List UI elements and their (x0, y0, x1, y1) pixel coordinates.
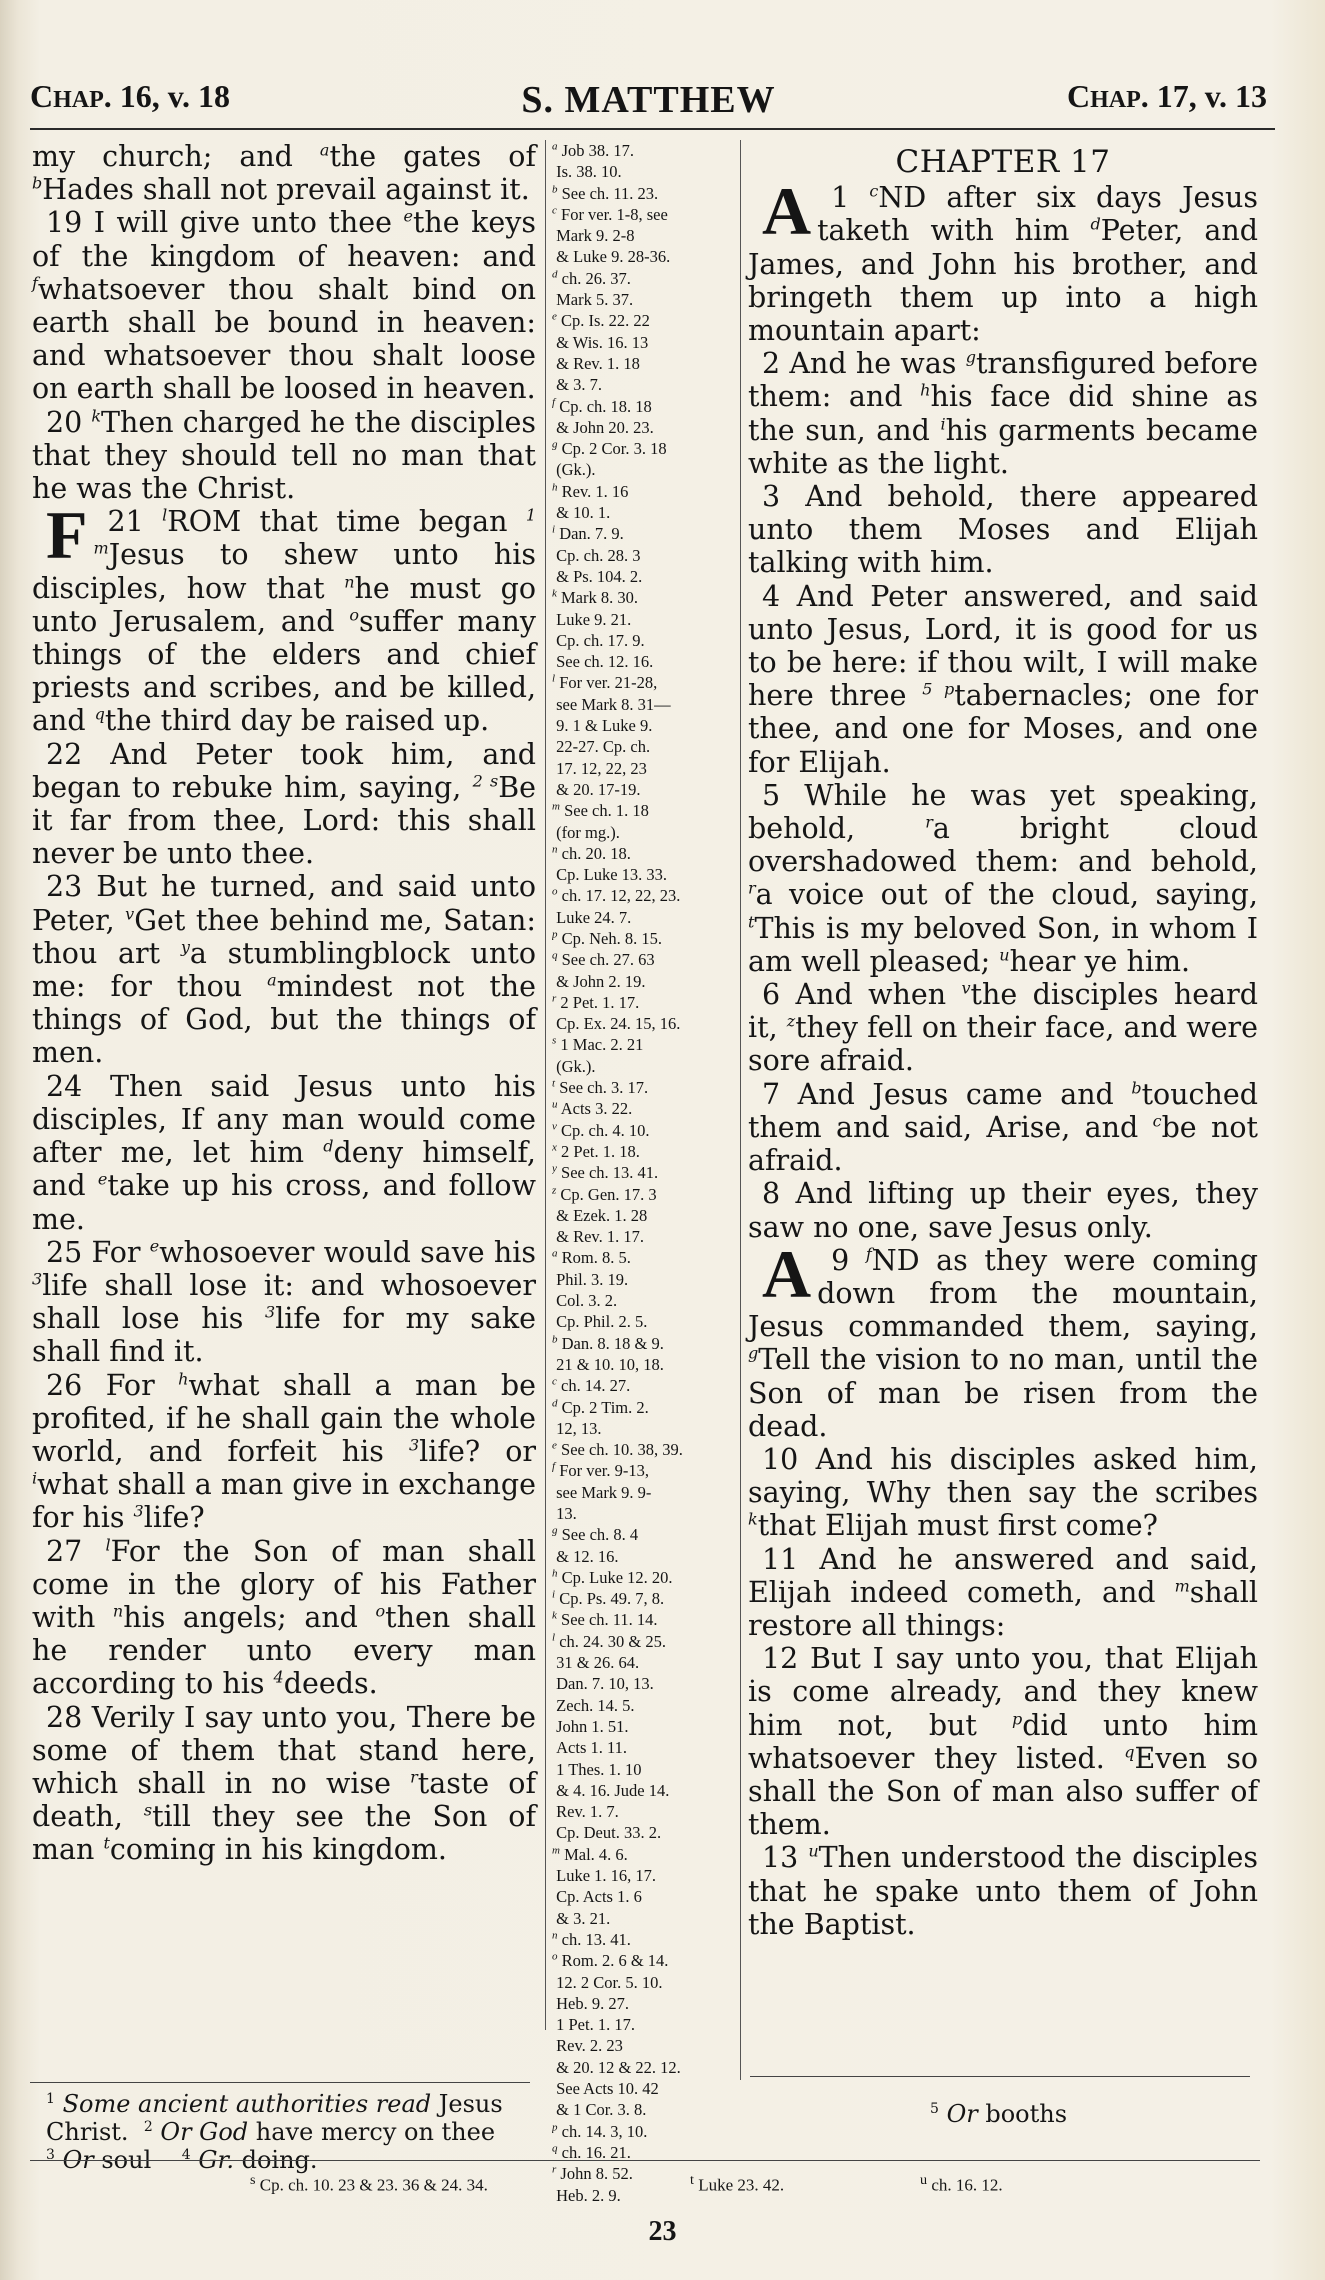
cross-ref-line: $^n$ ch. 20. 18. (552, 843, 631, 863)
cross-ref-line: & Rev. 1. 18 (552, 353, 640, 373)
cross-ref-line: see Mark 9. 9- (552, 1482, 652, 1502)
cross-ref-line: $^y$ See ch. 13. 41. (552, 1162, 659, 1183)
cross-ref-line: $^a$ Rom. 8. 5. (552, 1247, 631, 1268)
header-rule (30, 128, 1275, 130)
cross-ref-line: Cp. Phil. 2. 5. (552, 1312, 648, 1332)
cross-ref-line: See Acts 10. 42 (552, 2079, 659, 2099)
cross-ref-line: $^d$ ch. 26. 37. (552, 268, 631, 288)
cross-ref-line: Luke 1. 16, 17. (552, 1866, 657, 1886)
cross-ref-line: Cp. Ex. 24. 15, 16. (552, 1014, 681, 1034)
cross-ref-line: $^m$ Mal. 4. 6. (552, 1844, 628, 1864)
verse-paragraph-right-10: 10 And his disciples asked him, saying, Why then say the scribes $^k$that Elijah must first come? (748, 1442, 1258, 1543)
cross-ref-line: Is. 38. 10. (552, 162, 622, 182)
cross-ref-line: Acts 1. 11. (552, 1738, 628, 1758)
cross-ref-line: $^o$ ch. 17. 12, 22, 23. (552, 885, 681, 906)
verse-paragraph-right-7: 7 And Jesus came and $^b$touched them and said, Arise, and $^c$be not afraid. (748, 1077, 1258, 1178)
cross-ref-line: $^m$ See ch. 1. 18 (552, 800, 649, 821)
verse-paragraph-left-6: 23 But he turned, and said unto Peter, $^v$Get thee behind me, Satan: thou art $^y$a stumblingblock unto me: for thou $^a$mindest not the things of God, but the things of men. (32, 870, 536, 1070)
cross-ref-line: $^i$ Dan. 7. 9. (552, 523, 624, 544)
cross-ref-line: $^k$ See ch. 11. 14. (552, 1609, 658, 1630)
cross-ref-line: $^g$ See ch. 8. 4 (552, 1524, 639, 1545)
cross-ref-line: $^l$ ch. 24. 30 & 25. (552, 1631, 666, 1651)
cross-ref-line: $^f$ Cp. ch. 18. 18 (552, 396, 652, 416)
bottom-ref-t: $^t$ Luke 23. 42. (690, 2172, 785, 2195)
cross-ref-line: $^f$ For ver. 9-13, (552, 1460, 650, 1481)
verse-paragraph-right-1: 1 $^c$ A ND after six days Jesus taketh with him $^d$Peter, and James, and John his brother, and bringeth them up into a high mountain apart: (748, 173, 1258, 348)
bottom-ref-u: $^u$ ch. 16. 12. (920, 2172, 1003, 2195)
cross-ref-line: Zech. 14. 5. (552, 1695, 635, 1715)
cross-ref-line: & Luke 9. 28-36. (552, 247, 671, 267)
cross-ref-line: 13. (552, 1504, 577, 1523)
cross-ref-line: Cp. ch. 28. 3 (552, 545, 641, 565)
cross-ref-line: Mark 9. 2-8 (552, 226, 635, 246)
footnotes-left: $^1$ Some ancient authorities read Jesus Christ. $^2$ Or God have mercy on thee $^3$ Or soul $^4$ Gr. doing. (46, 2090, 503, 2174)
verse-paragraph-right-8: 8 And lifting up their eyes, they saw no one, save Jesus only. (748, 1177, 1258, 1244)
cross-ref-line: $^c$ For ver. 1-8, see (552, 204, 668, 224)
cross-ref-line: John 1. 51. (552, 1716, 629, 1736)
cross-ref-line: See ch. 12. 16. (552, 652, 654, 672)
cross-ref-line: $^u$ Acts 3. 22. (552, 1098, 633, 1119)
cross-ref-line: & Wis. 16. 13 (552, 332, 649, 352)
verse-paragraph-left-11: 28 Verily I say unto you, There be some of them that stand here, which shall in no wise $^r$taste of death, $^s$till they see the Son of man $^t$coming in his kingdom. (32, 1700, 537, 1867)
cross-ref-line: $^q$ See ch. 27. 63 (552, 949, 655, 970)
cross-ref-line: Rev. 1. 7. (552, 1802, 619, 1822)
cross-ref-line: 31 & 26. 64. (552, 1653, 640, 1673)
cross-ref-line: $^p$ ch. 14. 3, 10. (552, 2121, 648, 2141)
cross-ref-line: Heb. 2. 9. (552, 2185, 621, 2205)
cross-ref-line: 9. 1 & Luke 9. (552, 716, 653, 736)
right-text-column (748, 140, 1258, 1941)
cross-ref-line: & Ps. 104. 2. (552, 566, 643, 586)
running-header (30, 78, 1267, 134)
footnote-rule-right (750, 2076, 1250, 2077)
right-column-verses (748, 173, 1259, 1941)
cross-ref-line: & Rev. 1. 17. (552, 1227, 644, 1247)
chapter-heading: CHAPTER 17 (895, 144, 1111, 180)
cross-ref-line: Phil. 3. 19. (552, 1269, 629, 1289)
bottom-ref-s: $^s$ Cp. ch. 10. 23 & 23. 36 & 24. 34. (250, 2172, 488, 2195)
cross-ref-line: 22-27. Cp. ch. (552, 737, 651, 757)
cross-ref-line: $^i$ Cp. Ps. 49. 7, 8. (552, 1588, 665, 1609)
cross-ref-line: $^s$ 1 Mac. 2. 21 (552, 1034, 644, 1055)
verse-paragraph-right-6: 6 And when $^v$the disciples heard it, $^z$they fell on their face, and were sore afraid. (748, 978, 1258, 1078)
column-divider-left (545, 140, 546, 2030)
bottom-ref-rule (30, 2160, 1260, 2161)
cross-ref-line: 21 & 10. 10, 18. (552, 1354, 664, 1374)
cross-ref-line: 1 Thes. 1. 10 (552, 1759, 642, 1779)
column-divider-right (740, 140, 741, 2080)
cross-ref-line: $^g$ Cp. 2 Cor. 3. 18 (552, 438, 667, 459)
verse-paragraph-left-2: 19 I will give unto thee $^e$the keys of the kingdom of heaven: and $^f$whatsoever thou shalt bind on earth shall be bound in heaven: and whatsoever thou shalt loose on earth shall be loosed in heaven. (32, 206, 536, 406)
cross-ref-line: $^e$ See ch. 10. 38, 39. (552, 1439, 683, 1460)
verse-paragraph-right-4: 4 And Peter answered, and said unto Jesus, Lord, it is good for us to be here: if thou wilt, I will make here three $^{5 p}$tabernacles; one for thee, and one for Moses, and one for Elijah. (748, 579, 1259, 779)
cross-ref-line: 17. 12, 22, 23 (552, 758, 647, 778)
cross-ref-line: & 4. 16. Jude 14. (552, 1780, 670, 1800)
verse-paragraph-left-3: 20 $^k$Then charged he the disciples that they should tell no man that he was the Christ. (32, 405, 537, 506)
cross-ref-line: $^d$ Cp. 2 Tim. 2. (552, 1397, 649, 1417)
cross-ref-line: & John 2. 19. (552, 971, 646, 991)
verse-paragraph-left-7: 24 Then said Jesus unto his disciples, If any man would come after me, let him $^d$deny himself, and $^e$take up his cross, and follow me. (32, 1069, 536, 1236)
cross-ref-line: $^h$ Cp. Luke 12. 20. (552, 1567, 673, 1587)
cross-ref-line: $^r$ John 8. 52. (552, 2163, 633, 2184)
cross-ref-line: $^x$ 2 Pet. 1. 18. (552, 1141, 640, 1161)
cross-ref-line: $^t$ See ch. 3. 17. (552, 1077, 649, 1098)
cross-ref-line: $^o$ Rom. 2. 6 & 14. (552, 1950, 669, 1971)
cross-ref-line: $^b$ See ch. 11. 23. (552, 183, 659, 203)
header-book-title: S. MATTHEW (521, 79, 776, 121)
cross-ref-line: $^b$ Dan. 8. 18 & 9. (552, 1333, 664, 1353)
verse-paragraph-left-9: 26 For $^h$what shall a man be profited, if he shall gain the whole world, and forfeit his $^3$life? or $^i$what shall a man give in exchange for his $^3$life? (32, 1368, 537, 1535)
cross-ref-line: Luke 24. 7. (552, 907, 632, 927)
page-number: 23 (648, 2216, 677, 2247)
cross-ref-line: $^r$ 2 Pet. 1. 17. (552, 992, 640, 1012)
cross-ref-line: (for mg.). (552, 822, 620, 842)
cross-ref-line: $^l$ For ver. 21-28, (552, 672, 658, 693)
cross-ref-line: (Gk.). (552, 460, 596, 480)
cross-ref-line: & 1 Cor. 3. 8. (552, 2100, 647, 2120)
cross-ref-line: $^c$ ch. 14. 27. (552, 1375, 631, 1396)
cross-ref-line: 12, 13. (552, 1418, 602, 1438)
verse-paragraph-right-5: 5 While he was yet speaking, behold, $^r$a bright cloud overshadowed them: and behold, $^r$a voice out of the cloud, saying, $^t$This is my beloved Son, in whom I am well pleased; $^u$hear ye him. (748, 778, 1258, 978)
cross-ref-line: Rev. 2. 23 (552, 2036, 623, 2056)
cross-ref-line: Luke 9. 21. (552, 609, 632, 629)
verse-paragraph-right-13: 13 $^u$Then understood the disciples that he spake unto them of John the Baptist. (748, 1841, 1259, 1941)
cross-ref-line: & 20. 17-19. (552, 779, 641, 799)
cross-ref-line: Cp. ch. 17. 9. (552, 630, 645, 650)
cross-ref-line: Heb. 9. 27. (552, 1993, 629, 2013)
cross-ref-line: (Gk.). (552, 1056, 596, 1076)
cross-ref-line: & 3. 21. (552, 1908, 611, 1928)
cross-ref-line: 12. 2 Cor. 5. 10. (552, 1972, 663, 1992)
footnote-rule-left (30, 2082, 530, 2083)
cross-ref-line: Cp. Acts 1. 6 (552, 1887, 642, 1907)
cross-ref-line: Cp. Deut. 33. 2. (552, 1823, 662, 1843)
cross-ref-line: 1 Pet. 1. 17. (552, 2015, 635, 2035)
verse-paragraph-right-2: 2 And he was $^g$transfigured before them: and $^h$his face did shine as the sun, and $^i$his garments became white as the light. (748, 347, 1258, 480)
verse-paragraph-right-9: 9 $^f$ A ND as they were coming down from the mountain, Jesus commanded them, saying, $^g$Tell the vision to no man, until the Son of man be risen from the dead. (748, 1235, 1258, 1443)
cross-ref-line: $^h$ Rev. 1. 16 (552, 481, 629, 501)
header-left-chapter-ref: CHAP. 16, v. 18 (30, 78, 231, 114)
verse-paragraph-left-4: 21 $^l$ F ROM that time began $^{1 m}$Jesus to shew unto his disciples, how that $^n$he must go unto Jerusalem, and $^o$suffer many things of the elders and chief priests and scribes, and be killed, and $^q$the third day be raised up. (32, 497, 537, 738)
cross-ref-line: $^p$ Cp. Neh. 8. 15. (552, 928, 662, 948)
verse-paragraph-left-8: 25 For $^e$whosoever would save his $^3$life shall lose it: and whosoever shall lose his $^3$life for my sake shall find it. (32, 1235, 536, 1369)
cross-ref-line: & Ezek. 1. 28 (552, 1205, 648, 1225)
cross-ref-line: & 3. 7. (552, 375, 602, 395)
cross-ref-line: $^z$ Cp. Gen. 17. 3 (552, 1184, 657, 1204)
cross-ref-line: $^k$ Mark 8. 30. (552, 587, 639, 608)
verse-paragraph-right-3: 3 And behold, there appeared unto them Moses and Elijah talking with him. (748, 480, 1258, 580)
verse-paragraph-left-10: 27 $^l$For the Son of man shall come in the glory of his Father with $^n$his angels; and $^o$then shall he render unto every man according to his $^4$deeds. (32, 1534, 537, 1701)
cross-ref-line: & 12. 16. (552, 1546, 619, 1566)
cross-ref-line: $^n$ ch. 13. 41. (552, 1929, 631, 1949)
cross-ref-line: Cp. Luke 13. 33. (552, 865, 668, 885)
cross-ref-line: Mark 5. 37. (552, 290, 634, 310)
header-right-chapter-ref: CHAP. 17, v. 13 (1066, 78, 1267, 114)
cross-ref-line: see Mark 8. 31— (552, 694, 671, 714)
cross-ref-line: & 20. 12 & 22. 12. (552, 2057, 681, 2077)
cross-ref-line: Col. 3. 2. (552, 1291, 618, 1311)
cross-reference-column (552, 140, 736, 2206)
cross-ref-line: & 10. 1. (552, 503, 611, 523)
left-text-column (32, 140, 536, 1867)
verse-paragraph-right-11: 11 And he answered and said, Elijah indeed cometh, and $^m$shall restore all things: (748, 1542, 1258, 1642)
verse-paragraph-left-1: my church; and $^a$the gates of $^b$Hades shall not prevail against it. (32, 140, 536, 207)
cross-ref-line: & John 20. 23. (552, 417, 654, 437)
verse-paragraph-right-12: 12 But I say unto you, that Elijah is come already, and they knew him not, but $^p$did unto him whatsoever they listed. $^q$Even so shall the Son of man also suffer of them. (748, 1642, 1258, 1842)
verse-paragraph-left-5: 22 And Peter took him, and began to rebuke him, saying, $^{2 s}$Be it far from thee, Lord: this shall never be unto thee. (32, 737, 536, 871)
cross-ref-line: Dan. 7. 10, 13. (552, 1674, 654, 1694)
cross-ref-line: $^e$ Cp. Is. 22. 22 (552, 310, 650, 331)
cross-ref-line: $^v$ Cp. ch. 4. 10. (552, 1120, 650, 1140)
cross-ref-line: $^q$ ch. 16. 21. (552, 2142, 631, 2162)
footnote-right: $^5$ Or booths (930, 2100, 1068, 2128)
cross-ref-line: $^a$ Job 38. 17. (552, 140, 635, 160)
